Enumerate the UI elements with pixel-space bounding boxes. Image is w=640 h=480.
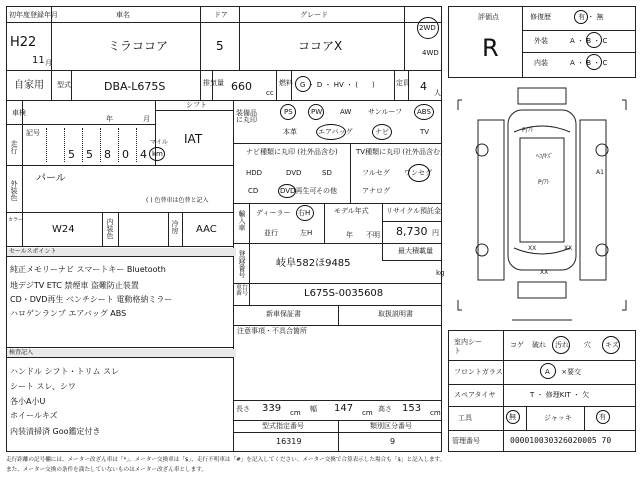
notes-label: 注意事項・不具合箇所	[237, 327, 307, 335]
mgmt-label: 管理番号	[452, 437, 480, 445]
sheet-tear: 破れ	[532, 341, 546, 349]
equip-navi: ナビ	[375, 128, 389, 136]
inspector-line: 内装清掃済 Goo鑑定付き	[10, 427, 101, 436]
repair-label: 修復歴	[530, 13, 551, 21]
model-year-unit: 年	[346, 231, 353, 239]
equip-ps: PS	[284, 108, 293, 116]
max-load-unit: kg	[436, 269, 445, 277]
tv-oneseg: ワンセグ	[404, 169, 432, 177]
tv-fullseg: フルセグ	[362, 169, 390, 177]
chassis-label: 車台番号	[236, 284, 249, 297]
navi-dvd-play: DVD再生可	[280, 187, 317, 195]
category-no-label: 類別区分番号	[370, 422, 412, 430]
aircon: AAC	[196, 224, 217, 235]
recycle: 8,730	[396, 225, 428, 238]
exterior-color: パール	[36, 173, 66, 184]
damage-mark: XX	[540, 269, 549, 276]
interior-sheet-label: 室内シート	[454, 338, 482, 356]
import-label: 輸入車	[238, 210, 246, 231]
length: 339	[262, 403, 282, 414]
damage-mark: P/ｱﾄ	[538, 179, 550, 186]
damage-mark: XX	[528, 245, 537, 252]
equip-sunroof: サンルーフ	[368, 108, 403, 116]
displacement-label: 排気量	[203, 79, 224, 87]
sales-point-line: CD・DVD再生 ベンチシート 電動格納ミラー	[10, 295, 173, 304]
navi-other: その他	[316, 187, 337, 195]
mileage-digit: 8	[104, 148, 111, 161]
shift-label: シフト	[186, 101, 207, 109]
mileage-label: 走行	[10, 140, 18, 154]
reg-month: 11	[32, 55, 45, 66]
equip-abs: ABS	[417, 108, 431, 116]
interior-grades: A ・ B ・ C	[570, 59, 608, 67]
grade-label: グレード	[300, 11, 328, 19]
inspector-label: 検査記入	[7, 349, 236, 357]
registration-no-label: 登録番号	[238, 250, 246, 278]
import-parallel: 並行	[264, 229, 278, 237]
sales-point-line: ハロゲンランプ エアバッグ ABS	[10, 309, 127, 318]
mileage-digit: 4	[140, 148, 147, 161]
inspector-line: シート スレ、シワ	[10, 382, 76, 391]
color-code: W24	[52, 224, 75, 235]
length-label: 長さ	[236, 405, 250, 413]
car-damage-diagram	[448, 80, 636, 328]
recycle-unit: 円	[432, 229, 439, 237]
inspector-line: 各小A小U	[10, 397, 46, 406]
repair-options: 有 ・ 無	[578, 13, 604, 21]
equip-pw: PW	[311, 108, 323, 116]
footer-note: また、メーター交換の条件を満たしていないものはメーター改ざん車とします。	[6, 467, 207, 473]
front-glass-options: A ・ ×要交	[545, 368, 582, 376]
width-unit: cm	[362, 409, 373, 417]
inspector-line: ホイールキズ	[10, 411, 58, 420]
reg-year-label: 初年度登録年月	[9, 11, 58, 19]
sheet-scratch: キズ	[605, 341, 619, 349]
jack-label: ジャッキ	[544, 414, 572, 422]
interior-color-label: 内装色	[106, 218, 114, 239]
navi-sd: SD	[322, 169, 332, 177]
jack-value: 有	[599, 413, 606, 421]
sheet-stain: 汚れ	[555, 341, 569, 349]
import-left: 左H	[300, 229, 313, 237]
score: R	[482, 34, 499, 62]
mileage-mark-label: 記号	[26, 129, 40, 137]
usage: 自家用	[14, 80, 44, 91]
equip-tv: TV	[420, 128, 430, 136]
tv-type-label: TV種類に丸印 (社外品含む)	[356, 148, 443, 156]
damage-mark: ﾍｺ/ｷｽﾞ	[536, 153, 554, 160]
grade: ココアX	[298, 39, 343, 53]
score-label: 評価点	[478, 13, 499, 21]
tools-value: 無	[509, 413, 516, 421]
reg-year: H22	[10, 35, 37, 50]
chassis: L675S-0035608	[304, 288, 384, 299]
category-no: 9	[390, 437, 396, 446]
displacement: 660	[231, 80, 252, 93]
spare-tire-options: T ・ 修理KIT ・ 欠	[530, 391, 590, 399]
displacement-unit: cc	[266, 89, 274, 97]
exterior-grades: A ・ B ・ C	[570, 37, 608, 45]
mileage-km: km	[152, 150, 163, 158]
import-dealer: ディーラー	[256, 209, 291, 217]
mgmt-number: 000010030326020005 70	[510, 436, 612, 445]
footer-note: 走行距離の記号欄には、メーター改ざん車は「*」、メーター交換車は「$」、走行不明車は「#」を記入してください。メーター交換で合算表示した場合も「$」と記入します。	[6, 457, 446, 463]
four-wd: 4WD	[422, 49, 439, 57]
capacity-label: 定員	[396, 79, 410, 87]
damage-mark: A1	[596, 169, 604, 176]
sales-points-label: セールスポイント	[7, 248, 236, 256]
max-load-label: 最大積載量	[398, 247, 433, 255]
height: 153	[402, 403, 422, 414]
inspection-year-unit: 年	[106, 115, 113, 123]
mileage-mile: マイル	[150, 139, 168, 146]
navi-type-label: ナビ種類に丸印 (社外品含む)	[246, 148, 338, 156]
capacity: 4	[420, 80, 427, 93]
inspector-line: ハンドル シフト・トリム スレ	[10, 367, 120, 376]
mileage-digit: 0	[122, 148, 129, 161]
equip-aw: AW	[340, 108, 352, 116]
mileage-digit: 5	[86, 148, 93, 161]
inspection-label: 車検	[12, 109, 26, 117]
recycle-label: リサイクル預託金	[386, 207, 442, 215]
model-type: DBA-L675S	[104, 80, 166, 93]
tv-analog: アナログ	[362, 187, 390, 195]
interior-grade-label: 内装	[534, 59, 548, 67]
navi-cd: CD	[248, 187, 259, 195]
reg-month-unit: 月	[45, 59, 52, 67]
tools-label: 工具	[458, 414, 472, 422]
fuel-options: G ・ D ・ HV ・ ( )	[300, 81, 375, 89]
repaint-note: ( ) 色替車は色替と記入	[146, 197, 209, 204]
mileage-digit: 5	[68, 148, 75, 161]
navi-dvd: DVD	[286, 169, 302, 177]
width-label: 幅	[310, 405, 317, 413]
car-name: ミラココア	[108, 39, 169, 53]
sheet-hole: 穴	[584, 341, 591, 349]
front-glass-label: フロントガラス	[454, 368, 503, 376]
two-wd: 2WD	[419, 24, 436, 32]
car-name-label: 車名	[116, 11, 130, 19]
height-unit: cm	[430, 409, 441, 417]
color-code-label: カラー	[8, 217, 24, 223]
exterior-color-label: 外装色	[10, 180, 18, 201]
sheet-burn: コゲ	[510, 341, 524, 349]
doors: 5	[216, 39, 224, 53]
owner-manual: 取扱説明書	[378, 310, 413, 318]
type-designation-label: 型式指定番号	[262, 422, 304, 430]
model-year-label: モデル年式	[334, 207, 369, 215]
aircon-label: 冷房	[171, 220, 179, 234]
doors-label: ドア	[214, 11, 228, 19]
shift: IAT	[184, 132, 203, 146]
model-type-label: 型式	[57, 81, 71, 89]
damage-mark: XX	[564, 245, 573, 252]
new-car-warranty: 新車保証書	[266, 310, 301, 318]
spare-tire-label: スペアタイヤ	[454, 391, 496, 399]
model-year-unknown: 不明	[366, 231, 380, 239]
exterior-grade-label: 外装	[534, 37, 548, 45]
capacity-unit: 人	[434, 89, 441, 97]
type-designation: 16319	[276, 437, 302, 446]
fuel-label: 燃料	[279, 79, 293, 87]
width: 147	[334, 403, 354, 414]
inspection-month-unit: 月	[143, 115, 150, 123]
length-unit: cm	[290, 409, 301, 417]
equip-airbag: エアバッグ	[318, 128, 353, 136]
equip-leather: 本革	[283, 128, 297, 136]
equipment-label: 装備品に丸印	[236, 109, 257, 124]
height-label: 高さ	[378, 405, 392, 413]
navi-hdd: HDD	[246, 169, 263, 177]
registration-no: 岐阜582ほ9485	[276, 258, 351, 269]
sales-point-line: 純正メモリーナビ スマートキー Bluetooth	[10, 265, 166, 274]
sales-point-line: 地デジTV ETC 禁煙車 盗難防止装置	[10, 281, 139, 290]
damage-mark: P/ｱﾄ	[522, 127, 534, 134]
import-right: 右H	[298, 209, 311, 217]
